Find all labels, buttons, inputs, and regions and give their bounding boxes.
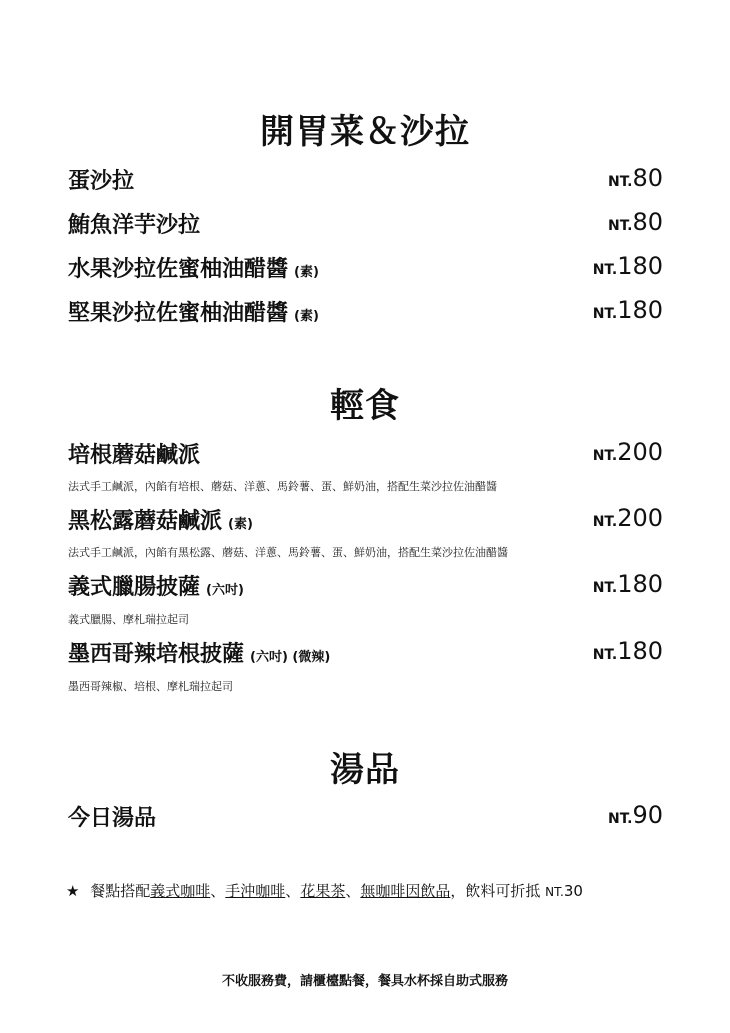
item-tag: (六吋) (206, 583, 244, 598)
note-drink: 無咖啡因飲品 (360, 882, 451, 900)
note-prefix: 餐點搭配 (90, 882, 151, 900)
item-name: 蛋沙拉 (68, 169, 135, 194)
note-currency: NT. (545, 885, 564, 899)
note-separator: 、 (345, 882, 361, 900)
item-description: 法式手工鹹派，內餡有黑松露、蘑菇、洋蔥、馬鈴薯、蛋、鮮奶油，搭配生菜沙拉佐油醋醬 (68, 546, 508, 559)
item-price: NT.180 (592, 296, 663, 324)
menu-item (68, 252, 663, 286)
item-price: NT.80 (607, 208, 663, 236)
section-title-soup: 湯品 (330, 750, 400, 790)
note-separator: 、 (285, 882, 301, 900)
menu-item (68, 296, 663, 330)
footer-notice: 不收服務費，請櫃檯點餐，餐具水杯採自助式服務 (221, 974, 508, 989)
item-description: 義式臘腸、摩札瑞拉起司 (68, 613, 189, 626)
item-tag: (素) (294, 309, 319, 324)
item-name: 鮪魚洋芋沙拉 (68, 213, 201, 238)
menu-item (68, 570, 663, 604)
item-tag: (素) (228, 517, 253, 532)
item-name: 堅果沙拉佐蜜柚油醋醬 (素) (68, 301, 319, 326)
menu-item (68, 801, 663, 835)
note-drink: 手沖咖啡 (225, 882, 286, 900)
item-tag: (素) (294, 265, 319, 280)
item-description: 墨西哥辣椒、培根、摩札瑞拉起司 (68, 680, 233, 693)
note-drink: 義式咖啡 (150, 882, 211, 900)
item-name: 培根蘑菇鹹派 (68, 443, 201, 468)
item-price: NT.180 (592, 252, 663, 280)
note-suffix: ，飲料可折抵 (450, 882, 541, 900)
section-title-light: 輕食 (330, 386, 400, 426)
star-icon: ★ (66, 882, 80, 900)
item-name: 墨西哥辣培根披薩 (六吋) (微辣) (68, 642, 331, 667)
note-drink: 花果茶 (300, 882, 346, 900)
note-amount: 30 (563, 882, 583, 900)
menu-item (68, 164, 663, 198)
menu-item (68, 438, 663, 472)
item-price: NT.200 (592, 438, 663, 466)
menu-item (68, 637, 663, 671)
item-tag: (六吋) (微辣) (250, 650, 331, 665)
section-title-salad: 開胃菜＆沙拉 (260, 112, 470, 152)
menu-item (68, 504, 663, 538)
item-price: NT.80 (607, 164, 663, 192)
item-price: NT.90 (607, 801, 663, 829)
item-price: NT.180 (592, 570, 663, 598)
item-name: 今日湯品 (68, 806, 157, 831)
drink-discount-note (66, 880, 583, 901)
note-separator: 、 (210, 882, 226, 900)
item-name: 水果沙拉佐蜜柚油醋醬 (素) (68, 257, 319, 282)
item-name: 黑松露蘑菇鹹派 (素) (68, 509, 253, 534)
item-price: NT.180 (592, 637, 663, 665)
item-description: 法式手工鹹派，內餡有培根、蘑菇、洋蔥、馬鈴薯、蛋、鮮奶油，搭配生菜沙拉佐油醋醬 (68, 480, 497, 493)
menu-item (68, 208, 663, 242)
item-price: NT.200 (592, 504, 663, 532)
item-name: 義式臘腸披薩 (六吋) (68, 575, 244, 600)
